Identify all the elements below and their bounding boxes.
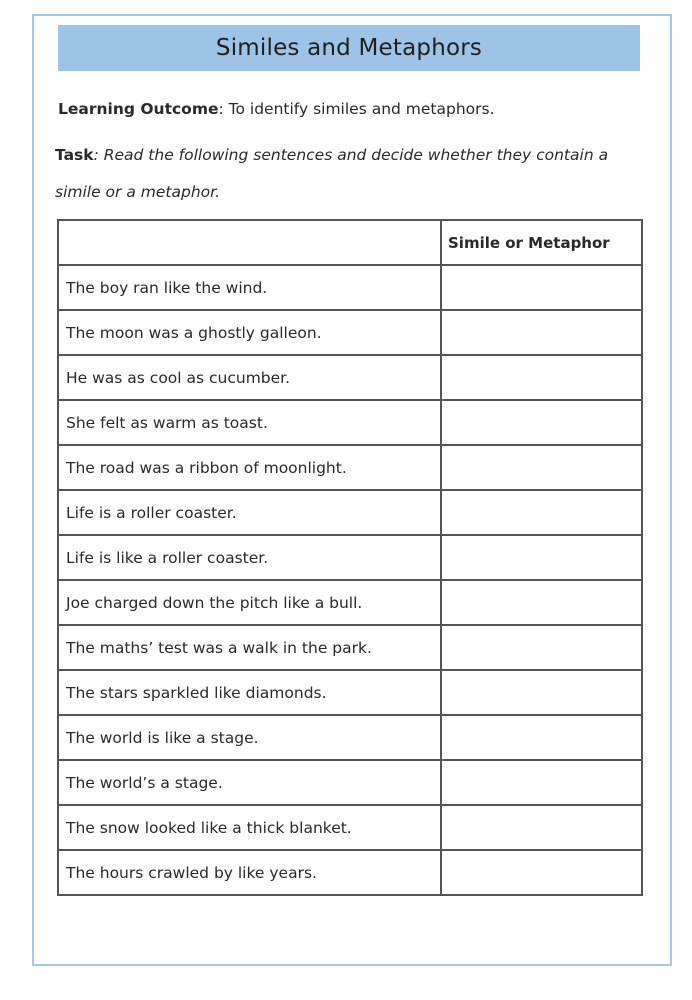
- table-row: [58, 805, 642, 850]
- answer-cell[interactable]: [441, 850, 642, 895]
- sentence-cell: Life is a roller coaster.: [58, 490, 441, 535]
- table-row: [58, 715, 642, 760]
- table-row: [58, 760, 642, 805]
- answer-cell[interactable]: [441, 580, 642, 625]
- answer-cell[interactable]: [441, 625, 642, 670]
- answer-cell[interactable]: [441, 355, 642, 400]
- answer-column-header: Simile or Metaphor: [441, 220, 642, 265]
- sentence-column-header: [58, 220, 441, 265]
- sentence-cell: He was as cool as cucumber.: [58, 355, 441, 400]
- title-banner: [58, 25, 640, 71]
- learning-outcome-text: : To identify similes and metaphors.: [218, 100, 495, 118]
- answer-cell[interactable]: [441, 670, 642, 715]
- sentence-cell: The maths’ test was a walk in the park.: [58, 625, 441, 670]
- task-instructions: [55, 137, 635, 211]
- table-row: [58, 670, 642, 715]
- sentence-cell: The stars sparkled like diamonds.: [58, 670, 441, 715]
- table-row: [58, 265, 642, 310]
- answer-cell[interactable]: [441, 490, 642, 535]
- answer-cell[interactable]: [441, 310, 642, 355]
- sentence-cell: The snow looked like a thick blanket.: [58, 805, 441, 850]
- table-row: [58, 445, 642, 490]
- answer-cell[interactable]: [441, 760, 642, 805]
- table-row: [58, 625, 642, 670]
- sentence-cell: The moon was a ghostly galleon.: [58, 310, 441, 355]
- sentence-cell: Life is like a roller coaster.: [58, 535, 441, 580]
- sentence-cell: Joe charged down the pitch like a bull.: [58, 580, 441, 625]
- sentence-cell: The world is like a stage.: [58, 715, 441, 760]
- task-text: : Read the following sentences and decide whether they contain a simile or a metaphor.: [55, 146, 609, 201]
- sentence-cell: She felt as warm as toast.: [58, 400, 441, 445]
- sentence-cell: The world’s a stage.: [58, 760, 441, 805]
- task-label: Task: [55, 146, 94, 164]
- sentence-cell: The boy ran like the wind.: [58, 265, 441, 310]
- table-row: [58, 850, 642, 895]
- sentence-cell: The road was a ribbon of moonlight.: [58, 445, 441, 490]
- sentence-cell: The hours crawled by like years.: [58, 850, 441, 895]
- learning-outcome-label: Learning Outcome: [58, 100, 219, 118]
- answer-cell[interactable]: [441, 400, 642, 445]
- table-row: [58, 490, 642, 535]
- worksheet-frame: [32, 14, 672, 966]
- answer-cell[interactable]: [441, 535, 642, 580]
- answer-cell[interactable]: [441, 445, 642, 490]
- table-row: [58, 310, 642, 355]
- answer-cell[interactable]: [441, 265, 642, 310]
- table-row: [58, 535, 642, 580]
- learning-outcome: [58, 100, 495, 118]
- table-row: [58, 400, 642, 445]
- sentence-table: [57, 219, 643, 896]
- table-row: [58, 580, 642, 625]
- table-row: [58, 355, 642, 400]
- answer-cell[interactable]: [441, 715, 642, 760]
- table-header-row: [58, 220, 642, 265]
- worksheet-title: Similes and Metaphors: [215, 35, 483, 61]
- answer-cell[interactable]: [441, 805, 642, 850]
